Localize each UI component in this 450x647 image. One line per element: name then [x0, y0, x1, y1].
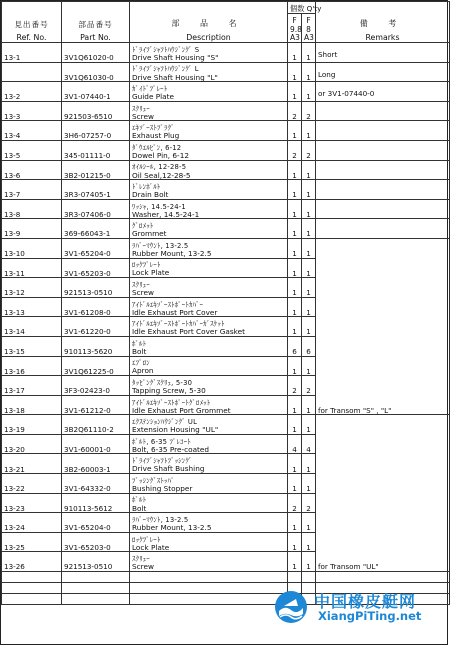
remarks-cell: Short	[316, 43, 450, 63]
description-en: Screw	[132, 562, 154, 572]
part-no-cell: 3V1-65204-0	[62, 513, 130, 533]
ref-no-cell: 13-19	[2, 415, 62, 435]
description-en: Bolt	[132, 503, 147, 513]
table-row	[2, 140, 450, 160]
qty-col-2-cell: 1	[302, 552, 316, 572]
table-row	[2, 101, 450, 121]
description-cell	[130, 454, 288, 474]
description-en: Rubber Mount, 13-2.5	[132, 523, 212, 533]
description-cell	[130, 395, 288, 415]
empty-cell	[316, 572, 450, 583]
description-cell	[130, 474, 288, 494]
empty-cell	[302, 572, 316, 583]
ref-no-cell: 13-9	[2, 219, 62, 239]
description-en: Bolt, 6-35 Pre-coated	[132, 444, 210, 454]
part-no-cell: 921503-6510	[62, 101, 130, 121]
part-no-cell: 3F3-02423-0	[62, 376, 130, 396]
description-cell	[130, 552, 288, 572]
qty-col-1-cell: 2	[288, 493, 302, 513]
ref-no-cell: 13-2	[2, 82, 62, 102]
qty-col-2-cell: 1	[302, 532, 316, 552]
empty-cell	[62, 594, 130, 605]
qty-col-1-cell: 1	[288, 317, 302, 337]
qty-col-2-cell: 2	[302, 493, 316, 513]
description-en: Screw	[132, 288, 154, 298]
description-en: Lock Plate	[132, 268, 170, 278]
table-row	[2, 43, 450, 63]
ref-no-cell: 13-8	[2, 199, 62, 219]
table-row	[2, 62, 450, 82]
description-jp: ﾛｯｸﾌﾟﾚｰﾄ	[132, 535, 161, 544]
ref-no-header-en: Ref. No.	[16, 32, 47, 42]
remarks-cell	[316, 199, 450, 219]
description-en: Drain Bolt	[132, 190, 169, 200]
description-cell	[130, 278, 288, 298]
qty-col-1-cell: 1	[288, 454, 302, 474]
description-cell	[130, 238, 288, 258]
ref-no-cell: 13-25	[2, 532, 62, 552]
part-no-cell: 3R3-07406-0	[62, 199, 130, 219]
description-jp: ﾗﾊﾞｰﾏｳﾝﾄ, 13-2.5	[132, 516, 189, 525]
description-en: Guide Plate	[132, 92, 174, 102]
qty-col-1-cell: 1	[288, 121, 302, 141]
ref-no-cell: 13-3	[2, 101, 62, 121]
description-cell	[130, 532, 288, 552]
description-en: Tapping Screw, 5-30	[132, 386, 206, 396]
part-no-cell: 3V1-07440-1	[62, 82, 130, 102]
description-jp: ｶﾞｲﾄﾞﾌﾟﾚｰﾄ	[132, 85, 168, 93]
description-en: Idle Exhaust Port Grommet	[132, 405, 231, 415]
remarks-cell	[316, 180, 450, 200]
boat-wave-logo-icon	[274, 590, 308, 624]
ref-no-cell: 13-4	[2, 121, 62, 141]
qty-col-1-cell: 1	[288, 552, 302, 572]
description-en: Bolt	[132, 346, 147, 356]
description-jp: ﾗﾊﾞｰﾏｳﾝﾄ, 13-2.5	[132, 241, 189, 250]
empty-cell	[130, 572, 288, 583]
qty-col-2-cell: 1	[302, 317, 316, 337]
qty-col-2-header: F 8 A3	[302, 14, 316, 43]
qty-col-1-cell: 1	[288, 513, 302, 533]
part-no-cell: 921513-0510	[62, 552, 130, 572]
empty-cell	[62, 583, 130, 594]
qty-col-1-cell: 1	[288, 356, 302, 376]
ref-no-cell: 13-17	[2, 376, 62, 396]
description-en: Washer, 14.5-24-1	[132, 209, 200, 219]
part-no-cell: 3V1Q61020-0	[62, 43, 130, 63]
description-cell	[130, 415, 288, 435]
qty-col-1-cell: 2	[288, 101, 302, 121]
description-en: Extension Housing "UL"	[132, 425, 219, 435]
description-cell	[130, 101, 288, 121]
description-jp: ｴｸｽﾃﾝｼｮﾝﾊｳｼﾞﾝｸﾞ UL	[132, 418, 198, 427]
ref-no-cell: 13-14	[2, 317, 62, 337]
watermark-chinese-text: 中国橡皮艇网	[314, 592, 417, 611]
ref-no-cell: 13-7	[2, 180, 62, 200]
ref-no-cell: 13-20	[2, 434, 62, 454]
ref-no-cell: 13-18	[2, 395, 62, 415]
description-jp: ｽｸﾘｭｰ	[132, 104, 150, 113]
description-cell	[130, 493, 288, 513]
qty-col-2-cell: 1	[302, 180, 316, 200]
part-no-cell: 3V1Q61225-0	[62, 356, 130, 376]
table-row	[2, 219, 450, 239]
part-no-cell: 3V1-65203-0	[62, 532, 130, 552]
part-no-cell: 3V1-61208-0	[62, 297, 130, 317]
ref-no-cell	[2, 62, 62, 82]
qty-col-2-cell: 1	[302, 415, 316, 435]
description-en: Grommet	[132, 229, 167, 239]
description-jp: ｴｷｿﾞｰｽﾄﾌﾟﾗｸﾞ	[132, 124, 175, 133]
table-row	[2, 121, 450, 141]
ref-no-header-jp: 見出番号	[14, 19, 49, 29]
description-jp: ｽｸﾘｭｰ	[132, 555, 150, 564]
description-en: Drive Shaft Bushing	[132, 464, 205, 474]
qty-col-2-cell: 1	[302, 258, 316, 278]
qty-col-1-cell: 1	[288, 43, 302, 63]
empty-cell	[62, 572, 130, 583]
part-no-cell: 3B2Q61110-2	[62, 415, 130, 435]
part-no-header	[62, 2, 130, 43]
qty-col-2-cell: 2	[302, 376, 316, 396]
qty-col-1-cell: 1	[288, 395, 302, 415]
remarks-cell	[316, 101, 450, 121]
site-watermark	[274, 588, 439, 628]
part-no-cell: 3V1-65203-0	[62, 258, 130, 278]
description-cell	[130, 43, 288, 63]
ref-no-cell: 13-26	[2, 552, 62, 572]
description-cell	[130, 513, 288, 533]
qty-col-2-cell: 1	[302, 219, 316, 239]
description-en: Apron	[132, 366, 154, 376]
remarks-cell: Long	[316, 62, 450, 82]
ref-no-cell: 13-16	[2, 356, 62, 376]
description-jp: ｴﾌﾟﾛﾝ	[132, 359, 150, 368]
description-cell	[130, 297, 288, 317]
part-no-cell: 3V1-61212-0	[62, 395, 130, 415]
qty-col-2-cell: 1	[302, 238, 316, 258]
description-jp: ﾎﾞﾙﾄ	[132, 339, 147, 348]
table-row	[2, 199, 450, 219]
qty-col-1-cell: 1	[288, 297, 302, 317]
description-jp: ｱｲﾄﾞﾙｴｷｿﾞｰｽﾄﾎﾟｰﾄｶﾊﾞｰｶﾞｽｹｯﾄ	[132, 320, 225, 329]
remarks-header	[316, 2, 450, 43]
ref-no-cell: 13-10	[2, 238, 62, 258]
remarks-cell	[316, 140, 450, 160]
qty-col-1-cell: 2	[288, 376, 302, 396]
description-jp: ﾄﾞﾗｲﾌﾞｼｬﾌﾄﾌﾞｯｼﾝｸﾞ	[132, 457, 193, 466]
ref-no-header	[2, 2, 62, 43]
description-jp: ﾌﾞｯｼﾝｸﾞｽﾄｯﾊﾟ	[132, 476, 175, 485]
remarks-cell: or 3V1-07440-0	[316, 82, 450, 102]
qty-col-1-cell: 1	[288, 219, 302, 239]
ref-no-cell: 13-12	[2, 278, 62, 298]
description-jp: ﾛｯｸﾌﾟﾚｰﾄ	[132, 261, 161, 270]
description-cell	[130, 434, 288, 454]
remarks-transom-ul: for Transom "UL"	[316, 415, 450, 572]
description-header-en: Description	[186, 32, 231, 42]
description-cell	[130, 160, 288, 180]
part-no-cell: 3V1Q61030-0	[62, 62, 130, 82]
qty-header: 個数 Q'ty	[288, 2, 316, 14]
ref-no-cell: 13-5	[2, 140, 62, 160]
part-no-cell: 3B2-01215-0	[62, 160, 130, 180]
empty-cell	[130, 583, 288, 594]
description-en: Drive Shaft Housing "S"	[132, 52, 219, 62]
description-jp: ﾄﾞﾗｲﾌﾞｼｬﾌﾄﾊｳｼﾞﾝｸﾞ S	[132, 45, 200, 54]
remarks-header-en: Remarks	[365, 32, 400, 42]
empty-cell	[130, 594, 288, 605]
part-no-cell: 910113-5612	[62, 493, 130, 513]
description-en: Dowel Pin, 6-12	[132, 150, 189, 160]
table-row	[2, 238, 450, 258]
qty-col-2-cell: 2	[302, 101, 316, 121]
empty-cell	[2, 594, 62, 605]
qty-col-2-cell: 1	[302, 43, 316, 63]
table-row	[2, 160, 450, 180]
description-cell	[130, 140, 288, 160]
description-jp: ﾀﾞｳｴﾙﾋﾟﾝ, 6-12	[132, 143, 182, 152]
part-no-cell: 3V1-64332-0	[62, 474, 130, 494]
part-no-cell: 369-66043-1	[62, 219, 130, 239]
description-jp: ﾎﾞﾙﾄ	[132, 496, 147, 505]
description-en: Idle Exhaust Port Cover Gasket	[132, 327, 245, 337]
description-en: Oil Seal,12-28-5	[132, 170, 191, 180]
description-jp: ｱｲﾄﾞﾙｴｷｿﾞｰｽﾄﾎﾟｰﾄｸﾞﾛﾒｯﾄ	[132, 398, 211, 407]
description-jp: ﾀｯﾋﾟﾝｸﾞｽｸﾘｭ, 5-30	[132, 378, 193, 387]
qty-col-1-cell: 1	[288, 160, 302, 180]
description-en: Exhaust Plug	[132, 131, 180, 141]
part-no-header-jp: 部品番号	[78, 19, 113, 29]
description-cell	[130, 317, 288, 337]
qty-col-1-cell: 1	[288, 238, 302, 258]
description-cell	[130, 82, 288, 102]
description-jp: ﾎﾞﾙﾄ, 6-35 ﾌﾟﾚｺｰﾄ	[132, 437, 191, 446]
description-cell	[130, 219, 288, 239]
part-no-cell: 3H6-07257-0	[62, 121, 130, 141]
qty-col-2-cell: 1	[302, 454, 316, 474]
part-no-cell: 3R3-07405-1	[62, 180, 130, 200]
description-en: Lock Plate	[132, 542, 170, 552]
remarks-cell	[316, 219, 450, 239]
empty-cell	[2, 572, 62, 583]
ref-no-cell: 13-21	[2, 454, 62, 474]
remarks-cell	[316, 160, 450, 180]
description-cell	[130, 376, 288, 396]
qty-col-2-cell: 1	[302, 160, 316, 180]
description-jp: ｸﾞﾛﾒｯﾄ	[132, 222, 154, 231]
ref-no-cell: 13-13	[2, 297, 62, 317]
qty-col-2-cell: 2	[302, 140, 316, 160]
ref-no-cell: 13-15	[2, 336, 62, 356]
qty-col-2-cell: 4	[302, 434, 316, 454]
description-en: Bushing Stopper	[132, 484, 193, 493]
empty-row	[2, 572, 450, 583]
ref-no-cell: 13-24	[2, 513, 62, 533]
part-no-cell: 3V1-60001-0	[62, 434, 130, 454]
description-jp: ｱｲﾄﾞﾙｴｷｿﾞｰｽﾄﾎﾟｰﾄｶﾊﾞｰ	[132, 300, 204, 309]
description-jp: ｽｸﾘｭｰ	[132, 280, 150, 289]
description-cell	[130, 62, 288, 82]
qty-col-2-cell: 1	[302, 356, 316, 376]
description-en: Screw	[132, 111, 154, 121]
qty-col-2-cell: 6	[302, 336, 316, 356]
ref-no-cell: 13-6	[2, 160, 62, 180]
qty-col-2-cell: 1	[302, 121, 316, 141]
description-en: Rubber Mount, 13-2.5	[132, 248, 212, 258]
empty-cell	[2, 583, 62, 594]
part-no-cell: 910113-5620	[62, 336, 130, 356]
table-row	[2, 415, 450, 435]
qty-col-1-cell: 1	[288, 258, 302, 278]
description-en: Drive Shaft Housing "L"	[132, 72, 218, 82]
ref-no-cell: 13-23	[2, 493, 62, 513]
part-no-cell: 3V1-65204-0	[62, 238, 130, 258]
qty-col-2-cell: 1	[302, 199, 316, 219]
qty-col-1-cell: 1	[288, 415, 302, 435]
description-jp: ｵｲﾙｼｰﾙ, 12-28-5	[132, 163, 187, 172]
description-jp: ﾜｯｼｬ, 14.5-24-1	[132, 202, 186, 211]
qty-col-1-cell: 4	[288, 434, 302, 454]
qty-col-2-cell: 1	[302, 474, 316, 494]
table-row	[2, 82, 450, 102]
description-cell	[130, 121, 288, 141]
part-no-cell: 3V1-61220-0	[62, 317, 130, 337]
qty-col-1-cell: 1	[288, 199, 302, 219]
part-no-cell: 345-01111-0	[62, 140, 130, 160]
qty-col-2-cell: 1	[302, 278, 316, 298]
part-no-cell: 3B2-60003-1	[62, 454, 130, 474]
ref-no-cell: 13-1	[2, 43, 62, 63]
part-no-cell: 921513-0510	[62, 278, 130, 298]
description-cell	[130, 180, 288, 200]
description-cell	[130, 336, 288, 356]
table-row	[2, 180, 450, 200]
remarks-header-jp: 備 考	[359, 19, 406, 29]
remarks-cell	[316, 121, 450, 141]
watermark-domain-text: XiangPiTing.net	[318, 609, 422, 623]
qty-col-2-cell: 1	[302, 297, 316, 317]
qty-col-2-cell: 1	[302, 395, 316, 415]
qty-col-2-cell: 1	[302, 62, 316, 82]
qty-col-1-cell: 1	[288, 82, 302, 102]
description-header-jp: 部 品 名	[171, 19, 246, 29]
description-cell	[130, 199, 288, 219]
empty-cell	[288, 572, 302, 583]
qty-col-1-cell: 6	[288, 336, 302, 356]
qty-col-1-cell: 1	[288, 532, 302, 552]
description-en: Idle Exhaust Port Cover	[132, 307, 218, 317]
description-jp: ﾄﾞﾗｲﾌﾞｼｬﾌﾄﾊｳｼﾞﾝｸﾞ L	[132, 65, 199, 74]
qty-col-1-header: F 9.8 A3	[288, 14, 302, 43]
qty-col-2-cell: 1	[302, 513, 316, 533]
remarks-transom-sl: for Transom "S" , "L"	[316, 238, 450, 414]
ref-no-cell: 13-22	[2, 474, 62, 494]
qty-col-1-cell: 2	[288, 140, 302, 160]
description-cell	[130, 356, 288, 376]
qty-col-2-cell: 1	[302, 82, 316, 102]
description-jp: ﾄﾞﾚﾝﾎﾞﾙﾄ	[132, 182, 161, 191]
ref-no-cell: 13-11	[2, 258, 62, 278]
qty-col-1-cell: 1	[288, 62, 302, 82]
part-no-header-en: Part No.	[80, 32, 111, 42]
description-cell	[130, 258, 288, 278]
qty-col-1-cell: 1	[288, 278, 302, 298]
qty-col-1-cell: 1	[288, 180, 302, 200]
parts-table	[1, 1, 450, 605]
qty-col-1-cell: 1	[288, 474, 302, 494]
description-header	[130, 2, 288, 43]
